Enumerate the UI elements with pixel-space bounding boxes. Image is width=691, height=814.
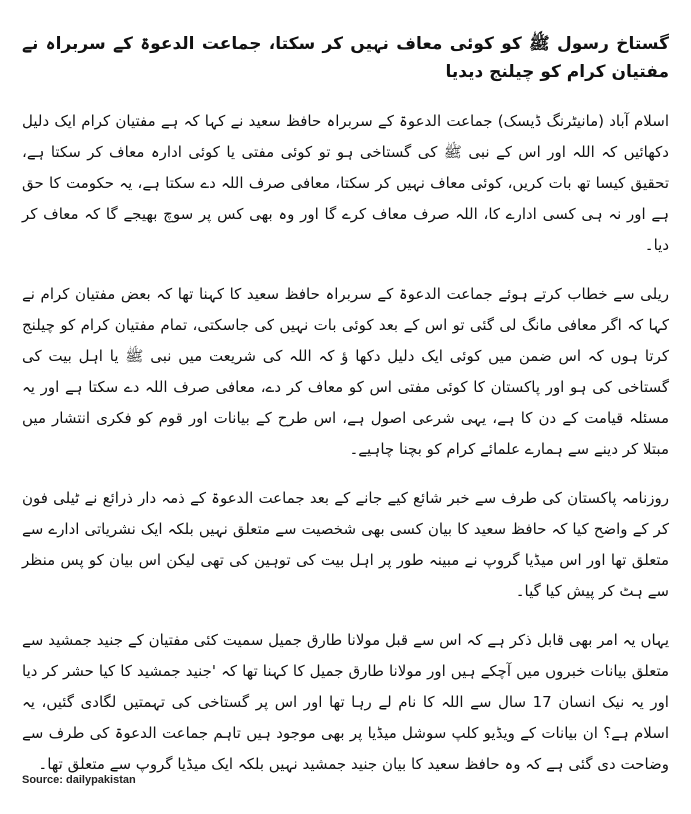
source-credit: Source: dailypakistan bbox=[22, 774, 136, 786]
article-headline: گستاخ رسول ﷺ کو کوئی معاف نہیں کر سکتا، جماعت الدعوۃ کے سربراہ نے مفتیان کرام کو چیلنج دیدیا bbox=[22, 34, 669, 82]
article-paragraph-1: اسلام آباد (مانیٹرنگ ڈیسک) جماعت الدعوۃ کے سربراہ حافظ سعید نے کہا کہ ہے مفتیان کرام ایک دلیل دکھائیں کہ اللہ اور اس کے نبی ﷺ کی گستاخی ہو تو کوئی مفتی یا کوئی ادارہ معاف کر سکتا ہے، تحقیق کیسا تھ بات کریں، کوئی معاف نہیں کر سکتا، معافی صرف اللہ دے سکتا ہے، یہ حکومت کا حق ہے اور نہ ہی کسی ادارے کا، اللہ صرف معاف کرے گا اور وہ بھی کس پر سوچ بھیجے گا کہ معاف کر دیا۔ bbox=[22, 112, 669, 254]
article-paragraph-4: یہاں یہ امر بھی قابل ذکر ہے کہ اس سے قبل مولانا طارق جمیل سمیت کئی مفتیان کے جنید جمشید سے متعلق بیانات خبروں میں آچکے ہیں اور مولانا طارق جمیل کا کہنا تھا کہ 'جنید جمشید کا کیا حشر کر دیا اور یہ نیک انسان 17 سال سے اللہ کا نام لے رہا تھا اور اس پر گستاخی کی تہمتیں لگادی گئیں، یہ اسلام ہے؟ ان بیانات کے ویڈیو کلپ سوشل میڈیا پر بھی موجود ہیں تاہم جماعت الدعوۃ کی طرف سے وضاحت دی گئی ہے کہ وہ حافظ سعید کا بیان جنید جمشید نہیں بلکہ ایک میڈیا گروپ سے متعلق تھا۔ bbox=[22, 631, 669, 773]
article-paragraph-2: ریلی سے خطاب کرتے ہوئے جماعت الدعوۃ کے سربراہ حافظ سعید کا کہنا تھا کہ بعض مفتیان کرام نے کہا کہ اگر معافی مانگ لی گئی تو اس کے بعد کوئی بات نہیں کی جاسکتی، تمام مفتیان کرام کو چیلنج کرتا ہوں کہ اس ضمن میں کوئی ایک دلیل دکھا ؤ کہ اللہ کی شریعت میں نبی ﷺ یا اہل بیت کی گستاخی کی ہو اور پاکستان کا کوئی مفتی اس کو معاف کر دے، معافی صرف اللہ دے سکتا ہے اور یہ مسئلہ قیامت کے دن کا ہے، یہی شرعی اصول ہے، اس طرح کے بیانات اور قوم کو فکری انتشار میں مبتلا کر دینے سے ہمارے علمائے کرام کو بچنا چاہیے۔ bbox=[22, 285, 669, 458]
article-paragraph-3: روزنامہ پاکستان کی طرف سے خبر شائع کیے جانے کے بعد جماعت الدعوۃ کے ذمہ دار ذرائع نے ٹیلی فون کر کے واضح کیا کہ حافظ سعید کا بیان کسی بھی شخصیت سے متعلق نہیں بلکہ ایک نشریاتی ادارے سے متعلق تھا اور اس میڈیا گروپ نے مبینہ طور پر اہل بیت کی توہین کی تھی لیکن اس بیان کو پس منظر سے ہٹ کر پیش کیا گیا۔ bbox=[22, 489, 669, 600]
